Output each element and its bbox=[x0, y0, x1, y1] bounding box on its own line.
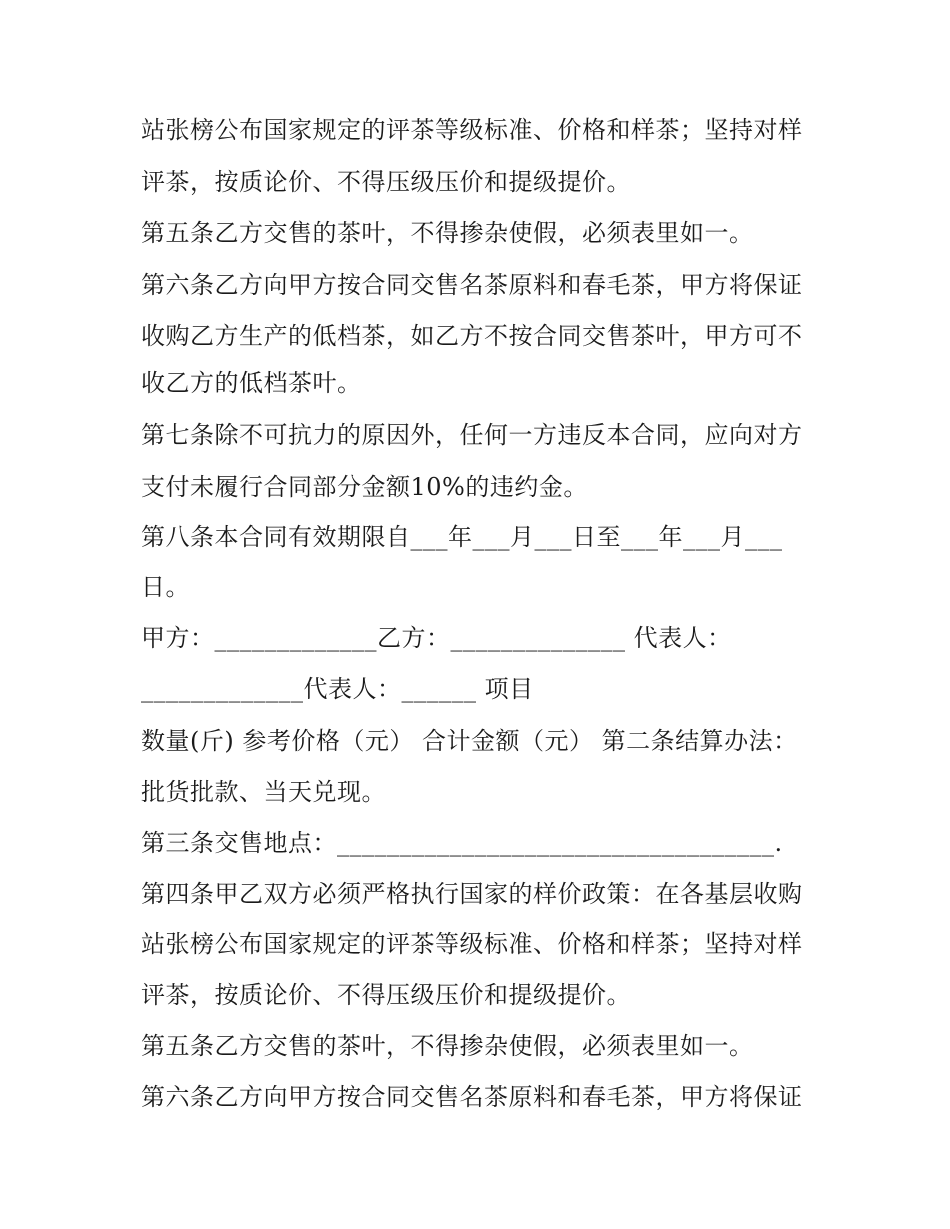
text-line: 支付未履行合同部分金额10%的违约金。 bbox=[141, 473, 588, 501]
text-line: 第三条交售地点：___________________________________. bbox=[141, 829, 783, 857]
text-line: 批货批款、当天兑现。 bbox=[141, 778, 386, 806]
text-line: 评茶，按质论价、不得压级压价和提级提价。 bbox=[141, 981, 631, 1009]
text-line: 收乙方的低档茶叶。 bbox=[141, 369, 362, 397]
text-line: 数量(斤) 参考价格（元） 合计金额（元） 第二条结算办法： bbox=[141, 727, 798, 755]
text-line: 收购乙方生产的低档茶，如乙方不按合同交售茶叶，甲方可不 bbox=[141, 322, 803, 350]
text-line: 第六条乙方向甲方按合同交售名茶原料和春毛茶，甲方将保证 bbox=[141, 271, 803, 299]
text-line: 第五条乙方交售的茶叶，不得掺杂使假，必须表里如一。 bbox=[141, 219, 754, 247]
text-line: 站张榜公布国家规定的评茶等级标准、价格和样茶；坚持对样 bbox=[141, 930, 803, 958]
text-line: 甲方：_____________乙方：______________ 代表人： bbox=[141, 624, 732, 652]
text-line: _____________代表人：______ 项目 bbox=[141, 675, 534, 703]
text-line: 第八条本合同有效期限自___年___月___日至___年___月___ bbox=[141, 523, 783, 551]
text-line: 第七条除不可抗力的原因外，任何一方违反本合同，应向对方 bbox=[141, 421, 803, 449]
text-line: 站张榜公布国家规定的评茶等级标准、价格和样茶；坚持对样 bbox=[141, 116, 803, 144]
text-line: 评茶，按质论价、不得压级压价和提级提价。 bbox=[141, 168, 631, 196]
text-line: 第五条乙方交售的茶叶，不得掺杂使假，必须表里如一。 bbox=[141, 1032, 754, 1060]
text-line: 日。 bbox=[141, 573, 190, 601]
text-line: 第六条乙方向甲方按合同交售名茶原料和春毛茶，甲方将保证 bbox=[141, 1083, 803, 1111]
text-line: 第四条甲乙双方必须严格执行国家的样价政策：在各基层收购 bbox=[141, 880, 803, 908]
